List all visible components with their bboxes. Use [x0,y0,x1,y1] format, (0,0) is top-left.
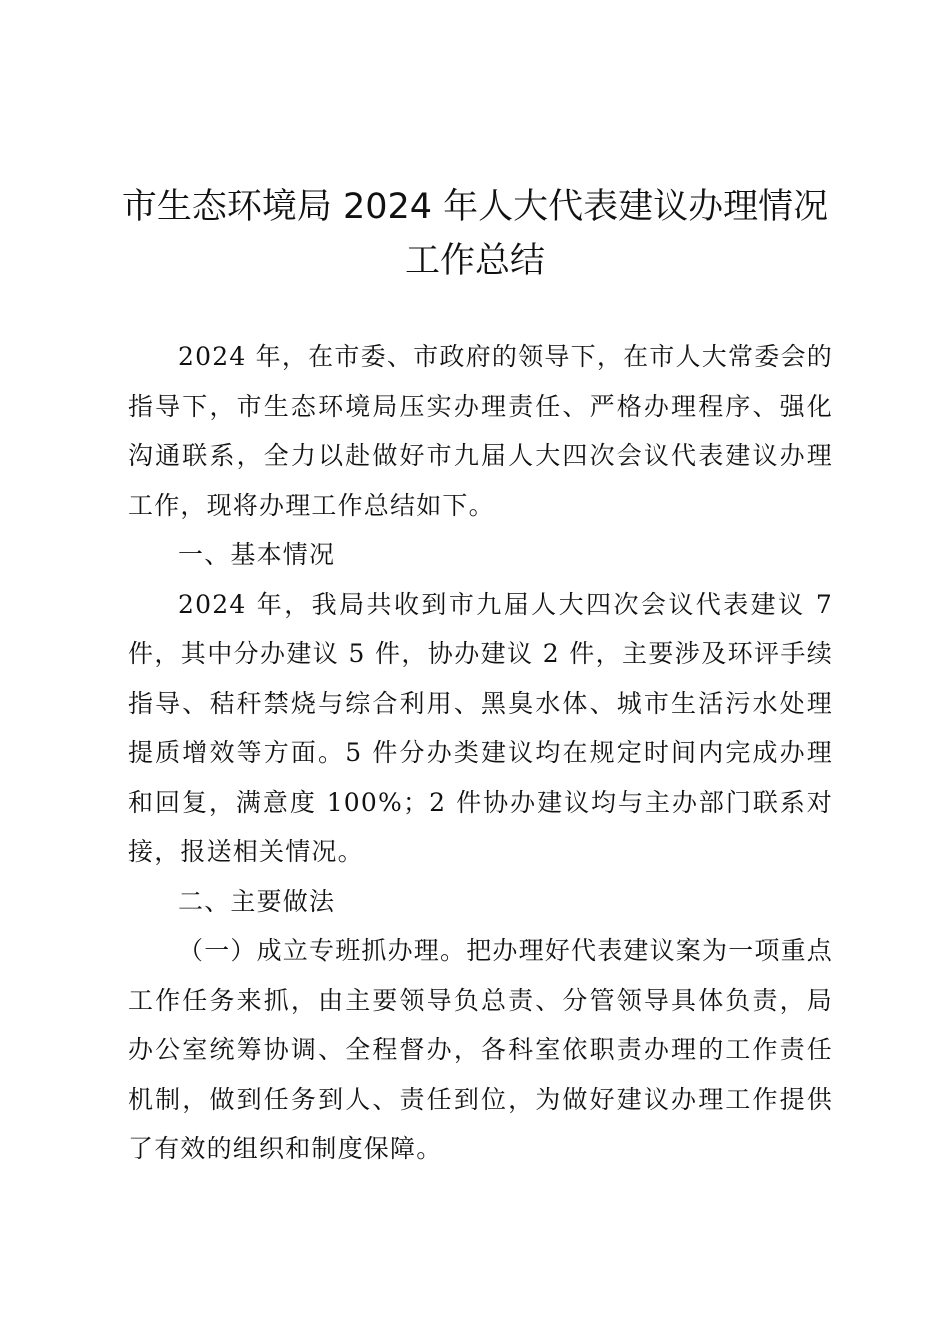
title-line-1: 市生态环境局 2024 年人大代表建议办理情况 [121,187,829,227]
basic-situation-paragraph: 2024 年，我局共收到市九届人大四次会议代表建议 7 件，其中分办建议 5 件，协办建议 2 件，主要涉及环评手续指导、秸秆禁烧与综合利用、黑臭水体、城市生活污水处理提质增效等方面。5 件分办类建议均在规定时间内完成办理和回复，满意度 100%；2 件协办建议均与主办部门联系对接，报送相关情况。 [128,589,833,866]
section-heading-main-practices: 二、主要做法 [178,886,336,916]
intro-paragraph: 2024 年，在市委、市政府的领导下，在市人大常委会的指导下，市生态环境局压实办理责任、严格办理程序、强化沟通联系，全力以赴做好市九届人大四次会议代表建议办理工作，现将办理工作总结如下。 [128,342,833,520]
main-practices-item-1: （一）成立专班抓办理。把办理好代表建议案为一项重点工作任务来抓，由主要领导负总责、分管领导具体负责，局办公室统筹协调、全程督办，各科室依职责办理的工作责任机制，做到任务到人、责任到位，为做好建议办理工作提供了有效的组织和制度保障。 [128,936,834,1163]
document-body [128,332,833,1174]
section-heading-basic-situation: 一、基本情况 [178,540,336,569]
title-line-2: 工作总结 [404,241,545,281]
document-title [120,180,830,288]
